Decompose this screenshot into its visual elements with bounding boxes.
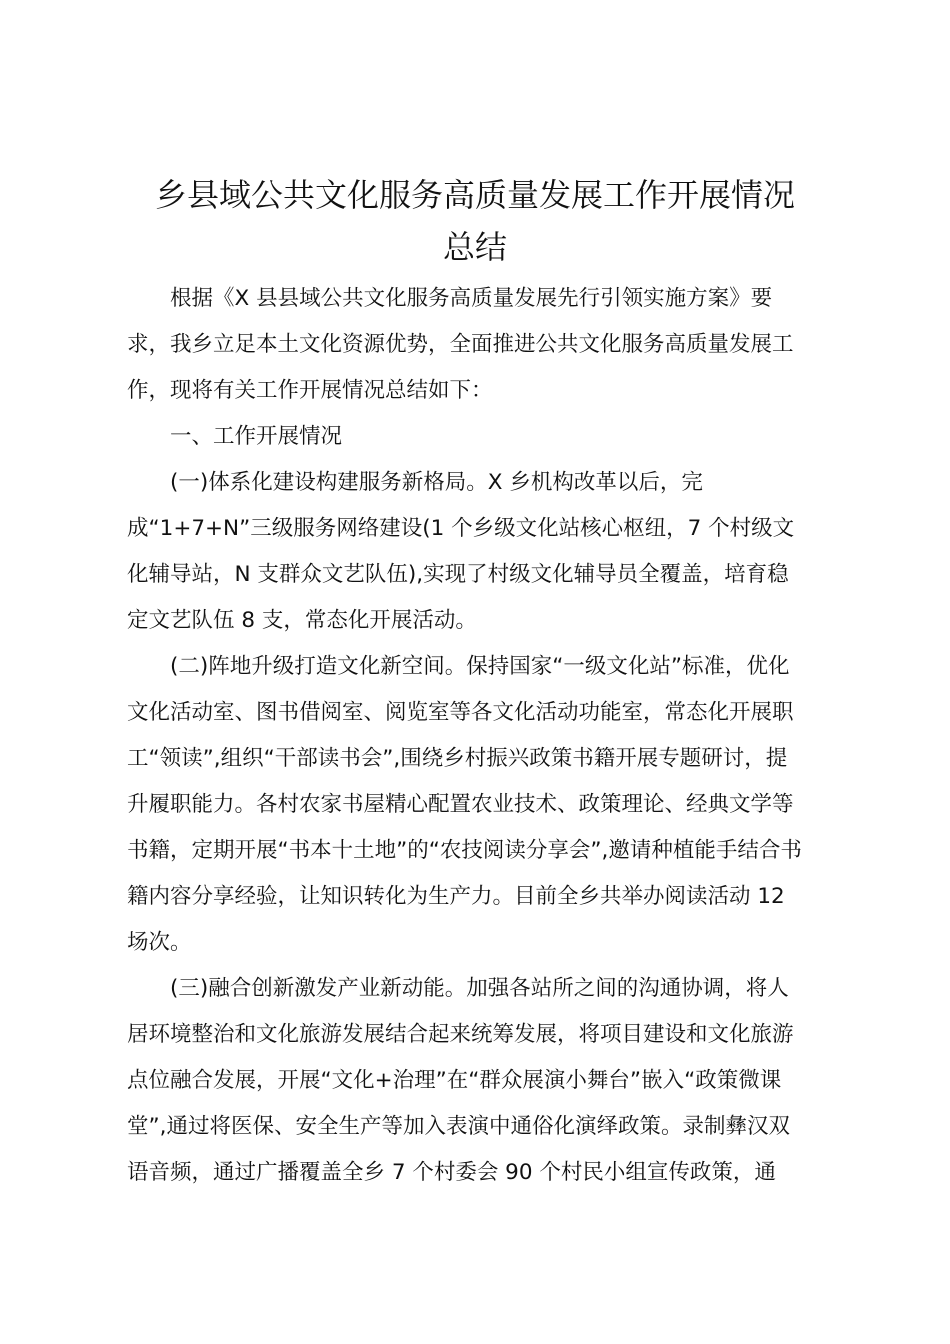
- paragraph-intro-line-1: 根据《X 县县域公共文化服务高质量发展先行引领实施方案》要: [170, 286, 773, 311]
- paragraph-2-line-7: 场次。: [127, 930, 192, 955]
- paragraph-3-line-4: 堂”,通过将医保、安全生产等加入表演中通俗化演绎政策。录制彝汉双: [127, 1114, 790, 1139]
- paragraph-2-line-1: (二)阵地升级打造文化新空间。保持国家“一级文化站”标准，优化: [170, 654, 790, 679]
- document-title-line-1: 乡县域公共文化服务高质量发展工作开展情况: [154, 176, 795, 214]
- paragraph-3-line-3: 点位融合发展，开展“文化+治理”在“群众展演小舞台”嵌入“政策微课: [127, 1068, 782, 1093]
- paragraph-2-line-4: 升履职能力。各村农家书屋精心配置农业技术、政策理论、经典文学等: [127, 792, 794, 817]
- document-title-line-2: 总结: [442, 228, 507, 266]
- paragraph-3-line-2: 居环境整治和文化旅游发展结合起来统筹发展，将项目建设和文化旅游: [127, 1022, 794, 1047]
- paragraph-intro-line-2: 求，我乡立足本土文化资源优势，全面推进公共文化服务高质量发展工: [127, 332, 794, 357]
- paragraph-1-line-4: 定文艺队伍 8 支，常态化开展活动。: [127, 608, 477, 633]
- paragraph-1-line-3: 化辅导站，N 支群众文艺队伍),实现了村级文化辅导员全覆盖，培育稳: [127, 562, 789, 587]
- paragraph-2-line-2: 文化活动室、图书借阅室、阅览室等各文化活动功能室，常态化开展职: [127, 700, 794, 725]
- paragraph-3-line-1: (三)融合创新激发产业新动能。加强各站所之间的沟通协调，将人: [170, 976, 789, 1001]
- paragraph-3-line-5: 语音频，通过广播覆盖全乡 7 个村委会 90 个村民小组宣传政策，通: [127, 1160, 776, 1185]
- paragraph-2-line-3: 工“领读”,组织“干部读书会”,围绕乡村振兴政策书籍开展专题研讨，提: [127, 746, 788, 771]
- paragraph-2-line-5: 书籍，定期开展“书本十土地”的“农技阅读分享会”,邀请种植能手结合书: [127, 838, 802, 863]
- paragraph-2-line-6: 籍内容分享经验，让知识转化为生产力。目前全乡共举办阅读活动 12: [127, 884, 785, 909]
- section-heading-1: 一、工作开展情况: [170, 424, 343, 449]
- paragraph-1-line-2: 成“1+7+N”三级服务网络建设(1 个乡级文化站核心枢纽，7 个村级文: [127, 516, 795, 541]
- paragraph-intro-line-3: 作，现将有关工作开展情况总结如下：: [127, 378, 493, 403]
- paragraph-1-line-1: (一)体系化建设构建服务新格局。X 乡机构改革以后，完: [170, 470, 703, 495]
